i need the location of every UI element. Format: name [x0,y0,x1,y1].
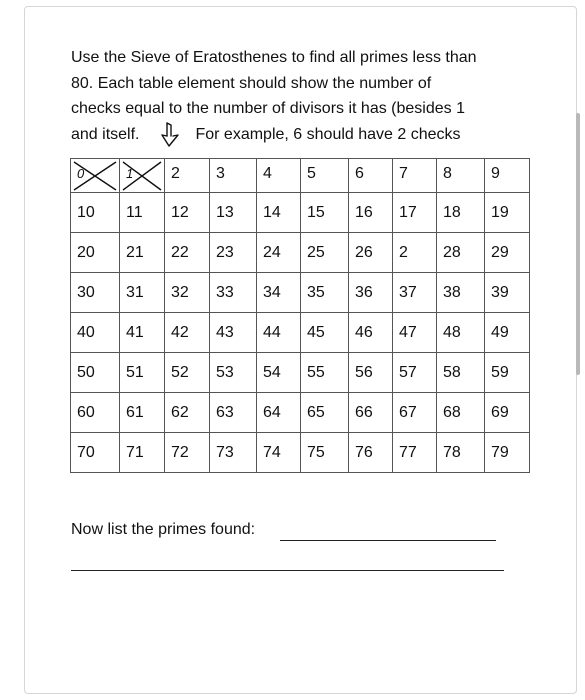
cell-number: 62 [171,403,189,421]
cell-number: 19 [491,203,509,221]
primes-found-label: Now list the primes found: [71,521,256,538]
table-cell [349,353,393,393]
table-cell [210,273,257,313]
cell-number: 8 [443,165,452,182]
table-cell [349,393,393,433]
cell-number: 21 [126,243,144,261]
cell-number: 76 [355,443,373,461]
table-row [71,233,530,273]
cell-number: 36 [355,283,373,301]
cell-number: 60 [77,403,95,421]
table-cell [301,353,349,393]
cell-number: 1 [126,166,134,181]
table-cell [165,193,210,233]
cell-number: 7 [399,165,408,182]
cell-number: 75 [307,443,325,461]
table-row [71,433,530,473]
table-cell [349,273,393,313]
table-cell [71,393,120,433]
cell-number: 39 [491,283,509,301]
cell-number: 17 [399,203,417,221]
table-cell [437,159,485,193]
cell-number: 47 [399,323,417,341]
table-row [71,193,530,233]
cell-number: 44 [263,323,281,341]
cell-number: 57 [399,363,417,381]
table-cell [437,233,485,273]
table-cell [437,273,485,313]
table-cell [257,159,301,193]
table-cell [393,273,437,313]
table-cell [393,353,437,393]
cell-number: 26 [355,243,373,261]
cell-number: 37 [399,283,417,301]
table-cell [301,393,349,433]
answer-blank-line-2[interactable] [71,570,504,571]
table-cell [485,193,530,233]
scrollbar-thumb[interactable] [576,113,580,375]
cell-number: 67 [399,403,417,421]
table-cell [120,159,165,193]
instructions [71,45,521,148]
cell-number: 18 [443,203,461,221]
table-cell [257,393,301,433]
cell-number: 63 [216,403,234,421]
table-cell [257,273,301,313]
table-cell [165,159,210,193]
table-cell [120,233,165,273]
table-cell [301,159,349,193]
cell-number: 20 [77,243,95,261]
table-row [71,393,530,433]
cell-number: 42 [171,323,189,341]
table-cell [485,233,530,273]
table-cell [71,273,120,313]
cell-number: 3 [216,165,225,182]
table-cell [120,313,165,353]
cell-number: 68 [443,403,461,421]
cell-number: 2 [399,243,408,261]
cell-number: 28 [443,243,461,261]
table-cell [257,233,301,273]
table-cell [349,159,393,193]
table-row [71,159,530,193]
table-cell [485,433,530,473]
cell-number: 74 [263,443,281,461]
cell-number: 31 [126,283,144,301]
cell-number: 43 [216,323,234,341]
table-cell [349,313,393,353]
table-cell [393,159,437,193]
cell-number: 2 [171,165,180,182]
cell-number: 23 [216,243,234,261]
table-cell [165,433,210,473]
table-cell [485,273,530,313]
table-cell [301,433,349,473]
answer-blank-line-1[interactable] [280,540,496,541]
cell-number: 65 [307,403,325,421]
table-row [71,353,530,393]
cell-number: 38 [443,283,461,301]
instructions-line-3: checks equal to the number of divisors it has (besides 1 [71,100,465,117]
table-cell [71,313,120,353]
cell-number: 61 [126,403,144,421]
table-cell [393,233,437,273]
table-row [71,313,530,353]
cell-number: 77 [399,443,417,461]
cell-number: 24 [263,243,281,261]
instructions-line-2: 80. Each table element should show the number of [71,74,432,92]
table-cell [120,433,165,473]
cell-number: 32 [171,283,189,301]
cell-number: 48 [443,323,461,341]
table-cell [165,273,210,313]
table-cell [210,393,257,433]
table-cell [349,433,393,473]
table-cell [301,313,349,353]
cell-number: 35 [307,283,325,301]
table-cell [71,159,120,193]
cell-number: 10 [77,203,95,221]
cell-number: 71 [126,443,144,461]
table-cell [257,193,301,233]
cell-number: 69 [491,403,509,421]
table-cell [257,353,301,393]
cell-number: 29 [491,243,509,261]
cell-number: 9 [491,165,500,182]
cell-number: 54 [263,363,281,381]
table-cell [349,233,393,273]
table-cell [301,193,349,233]
table-cell [349,193,393,233]
hand-drawn-x-mark-icon [71,159,120,193]
table-cell [120,273,165,313]
table-cell [393,433,437,473]
cell-number: 6 [355,165,364,182]
table-cell [210,433,257,473]
cell-number: 66 [355,403,373,421]
sieve-table [70,158,530,473]
cell-number: 16 [355,203,373,221]
table-cell [165,393,210,433]
instructions-line-4-example: For example, 6 should have 2 checks [195,125,461,143]
cell-number: 40 [77,323,95,341]
table-cell [257,313,301,353]
table-cell [437,193,485,233]
cell-number: 52 [171,363,189,381]
table-cell [165,353,210,393]
cell-number: 41 [126,323,144,341]
cell-number: 15 [307,203,325,221]
cell-number: 50 [77,363,95,381]
cell-number: 58 [443,363,461,381]
cell-number: 51 [126,363,144,381]
table-cell [485,159,530,193]
table-cell [485,393,530,433]
table-cell [437,393,485,433]
table-cell [71,193,120,233]
instructions-line-4-start: and itself. [71,125,140,143]
table-cell [120,353,165,393]
table-cell [437,433,485,473]
cell-number: 13 [216,203,234,221]
cell-number: 46 [355,323,373,341]
cell-number: 55 [307,363,325,381]
table-cell [165,233,210,273]
table-cell [301,273,349,313]
table-cell [485,313,530,353]
table-cell [485,353,530,393]
table-cell [210,159,257,193]
cell-number: 59 [491,363,509,381]
table-cell [120,393,165,433]
cell-number: 22 [171,243,189,261]
table-cell [393,193,437,233]
table-cell [71,233,120,273]
table-cell [257,433,301,473]
cell-number: 70 [77,443,95,461]
cell-number: 33 [216,283,234,301]
table-cell [210,353,257,393]
cell-number: 0 [77,166,85,181]
table-row [71,273,530,313]
cell-number: 64 [263,403,281,421]
cell-number: 5 [307,165,316,182]
cell-number: 45 [307,323,325,341]
cell-number: 34 [263,283,281,301]
instructions-line-4 [71,122,521,148]
table-cell [120,193,165,233]
cell-number: 72 [171,443,189,461]
table-cell [165,313,210,353]
table-cell [210,193,257,233]
cell-number: 4 [263,165,272,182]
cell-number: 79 [491,443,509,461]
table-cell [437,353,485,393]
cell-number: 25 [307,243,325,261]
cell-number: 11 [126,203,143,221]
table-cell [210,233,257,273]
cell-number: 14 [263,203,281,221]
cell-number: 30 [77,283,95,301]
instructions-line-1: Use the Sieve of Eratosthenes to find all primes less than [71,49,477,66]
table-cell [437,313,485,353]
table-cell [210,313,257,353]
cell-number: 56 [355,363,373,381]
table-cell [393,393,437,433]
hand-drawn-x-mark-icon [120,159,165,193]
cell-number: 73 [216,443,234,461]
table-cell [71,433,120,473]
cell-number: 53 [216,363,234,381]
cell-number: 49 [491,323,509,341]
cell-number: 78 [443,443,461,461]
cell-number: 12 [171,203,189,221]
table-cell [393,313,437,353]
table-cell [301,233,349,273]
hand-drawn-down-arrow-icon [159,122,181,148]
table-cell [71,353,120,393]
